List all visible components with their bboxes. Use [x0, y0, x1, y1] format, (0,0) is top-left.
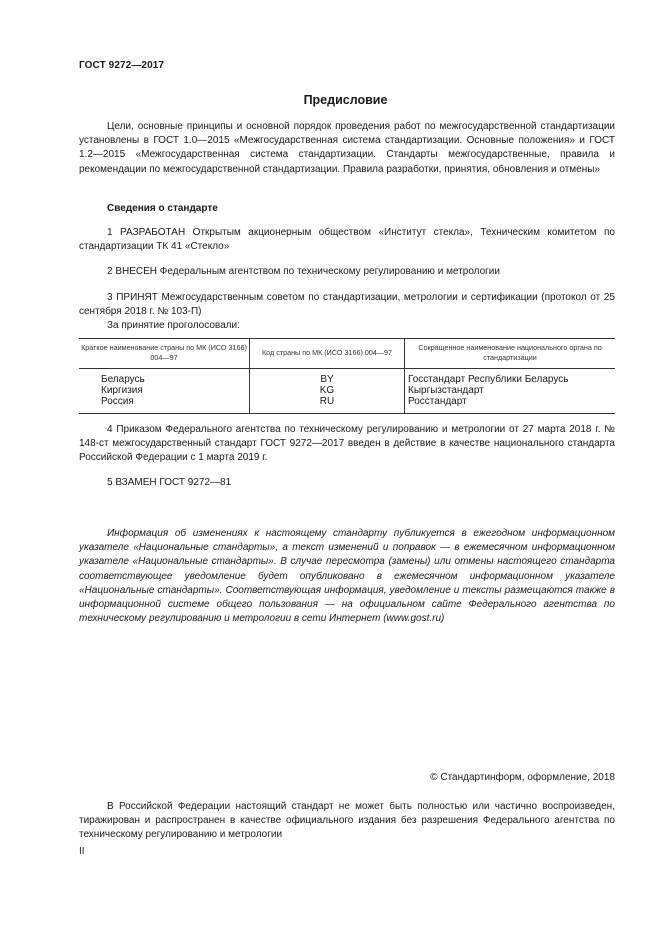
item-enacted: 4 Приказом Федерального агентства по техническому регулированию и метрологии от 27 марта 2018 г. № 148-ст межгосударственный стандарт ГОСТ 9272—2017 введен в действие в качестве национального стандарта Российской Федерации с 1 марта 2019 г.	[79, 424, 615, 464]
item-replaces: 5 ВЗАМЕН ГОСТ 9272—81	[107, 477, 232, 488]
country-name: Киргизия	[101, 385, 143, 396]
table-header-row	[79, 339, 615, 369]
page-title: Предисловие	[303, 93, 388, 107]
agency-name: Кыргызстандарт	[405, 385, 616, 396]
country-name: Беларусь	[101, 374, 145, 385]
country-code: BY	[250, 369, 405, 386]
document-code-header: ГОСТ 9272—2017	[79, 60, 165, 71]
country-name: Россия	[79, 396, 250, 414]
country-code: RU	[250, 396, 405, 414]
info-heading: Сведения о стандарте	[107, 203, 218, 214]
intro-paragraph: Цели, основные принципы и основной порядок проведения работ по межгосударственной стандартизации установлены в ГОСТ 1.0—2015 «Межгосударственная система стандартизации. Основные положения» и ГОСТ 1.2—2015 «Межгосударственная система стандартизации. Стандарты межгосударственные, правила и рекомендации по межгосударственной стандартизации. Правила разработки, принятия, обновления и отмены»	[79, 121, 615, 175]
information-note: Информация об изменениях к настоящему стандарту публикуется в ежегодном информационном указателе «Национальные стандарты», а текст изменений и поправок — в ежемесячном информационном указателе «Национальные стандарты». В случае пересмотра (замены) или отмены настоящего стандарта соответствующее уведомление будет опубликовано в ежемесячном информационном указателе «Национальные стандарты». Соответствующая информация, уведомление и тексты размещаются также в информационной системе общего пользования — на официальном сайте Федерального агентства по техническому регулированию и метрологии в сети Интернет (www.gost.ru)	[79, 528, 615, 625]
table-row	[79, 385, 615, 396]
item-adopted: 3 ПРИНЯТ Межгосударственным советом по стандартизации, метрологии и сертификации (протокол от 25 сентября 2018 г. № 103-П)	[79, 292, 615, 318]
voting-countries-table	[79, 338, 615, 414]
agency-name: Госстандарт Республики Беларусь	[405, 369, 616, 386]
table-row	[79, 396, 615, 414]
column-header-agency: Сокращенное наименование национального органа по стандартизации	[405, 339, 616, 369]
table-row	[79, 369, 615, 386]
item-developed: 1 РАЗРАБОТАН Открытым акционерным обществом «Институт стекла», Техническим комитетом по стандартизации ТК 41 «Стекло»	[79, 227, 615, 253]
page-number: II	[79, 846, 85, 857]
copyright-line: © Стандартинформ, оформление, 2018	[430, 772, 615, 783]
agency-name: Росстандарт	[405, 396, 616, 414]
column-header-country: Краткое наименование страны по МК (ИСО 3166) 004—97	[79, 339, 250, 369]
column-header-code: Код страны по МК (ИСО 3166) 004—97	[250, 339, 405, 369]
reproduction-notice: В Российской Федерации настоящий стандарт не может быть полностью или частично воспроизведен, тиражирован и распространен в качестве официального издания без разрешения Федерального агентства по техническому регулированию и метрологии	[79, 801, 615, 841]
country-code: KG	[250, 385, 405, 396]
item-introduced: 2 ВНЕСЕН Федеральным агентством по техническому регулированию и метрологии	[107, 266, 500, 277]
voted-label: За принятие проголосовали:	[107, 320, 240, 331]
